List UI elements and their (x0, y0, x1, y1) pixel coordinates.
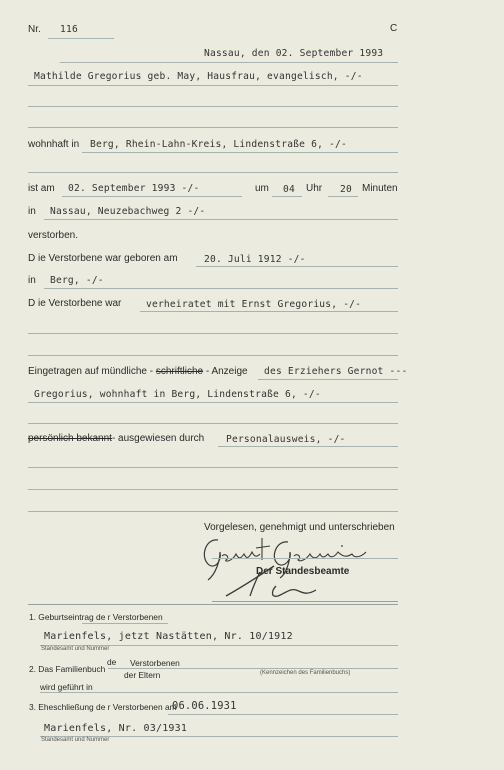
blank-rule-1 (28, 467, 398, 468)
informant-rule-2 (28, 402, 398, 403)
death-place-rule (44, 219, 398, 220)
blank-rule-2 (28, 489, 398, 490)
informant-label-suffix: - Anzeige (205, 366, 248, 377)
birth-place-rule (44, 288, 398, 289)
ist-am-label: ist am (28, 183, 55, 194)
wohnhaft-rule-2 (28, 172, 398, 173)
informant-signature-rule (212, 558, 398, 559)
identification-rule (218, 446, 398, 447)
minute-rule (328, 196, 358, 197)
note-2-split-rule (108, 668, 398, 669)
place-date: Nassau, den 02. September 1993 (204, 48, 384, 59)
registrar-label: Der Standesbeamte (256, 566, 350, 577)
registrar-signature (216, 560, 346, 606)
nr-value: 116 (60, 24, 78, 35)
marital-rule-3 (28, 355, 398, 356)
death-in-label: in (28, 206, 36, 217)
note-1-value: Marienfels, jetzt Nastätten, Nr. 10/1912 (44, 631, 293, 642)
death-date: 02. September 1993 -/- (68, 183, 200, 194)
marital-label: D ie Verstorbene war (28, 298, 122, 309)
note-3-sub: Standesamt und Nummer (41, 737, 110, 743)
informant-rule-1 (258, 379, 398, 380)
note-2-kennzeichen: (Kennzeichen des Familienbuchs) (260, 670, 351, 676)
identification-struck: persönlich bekannt (28, 433, 112, 444)
death-place: Nassau, Neuzebachweg 2 -/- (50, 206, 206, 217)
wohnhaft-value: Berg, Rhein-Lahn-Kreis, Lindenstraße 6, -/- (90, 139, 347, 150)
identification-label (28, 433, 204, 445)
blank-rule-3 (28, 511, 398, 512)
identification-value: Personalausweis, -/- (226, 434, 346, 445)
verstorben-label: verstorben. (28, 230, 79, 241)
birth-date-rule (196, 266, 398, 267)
note-2-verstorbenen: Verstorbenen (130, 658, 180, 668)
identification-text: - ausgewiesen durch (111, 433, 205, 444)
birth-date: 20. Juli 1912 -/- (204, 254, 306, 265)
note-3-value: Marienfels, Nr. 03/1931 (44, 723, 188, 734)
informant-label-prefix: Eingetragen auf mündliche - (28, 366, 154, 377)
marital-rule-2 (28, 333, 398, 334)
registrar-signature-rule (212, 601, 398, 602)
informant-value-line-2: Gregorius, wohnhaft in Berg, Lindenstraße 6, -/- (34, 389, 321, 400)
place-date-rule (60, 62, 398, 63)
nr-label: Nr. (28, 24, 41, 35)
section-divider (28, 604, 398, 605)
note-1-label: 1. Geburtseintrag de r Verstorbenen (29, 612, 163, 622)
informant-label (28, 366, 248, 378)
death-date-rule (62, 196, 242, 197)
um-label: um (255, 183, 269, 194)
marital-value: verheiratet mit Ernst Gregorius, -/- (146, 299, 362, 310)
birth-in-label: in (28, 275, 36, 286)
informant-rule-3 (28, 423, 398, 424)
informant-value-line-1: des Erziehers Gernot --- (264, 366, 408, 377)
informant-label-struck: schriftliche (155, 366, 204, 377)
marital-rule (140, 311, 398, 312)
wohnhaft-rule (82, 152, 398, 153)
death-hour: 04 (283, 184, 295, 195)
minuten-label: Minuten (362, 183, 398, 194)
name-rule-2 (28, 106, 398, 107)
uhr-label: Uhr (306, 183, 323, 194)
death-minute: 20 (340, 184, 352, 195)
note-1-label-rule (82, 623, 168, 624)
name-rule-1 (28, 85, 398, 86)
deceased-name-line: Mathilde Gregorius geb. May, Hausfrau, evangelisch, -/- (34, 71, 363, 82)
note-1-sub: Standesamt und Nummer (41, 646, 110, 652)
note-2-de: de (107, 657, 117, 667)
note-3-label: 3. Eheschließung de r Verstorbenen am (29, 702, 177, 712)
note-3-date: 06.06.1931 (172, 700, 237, 712)
read-approved-signed: Vorgelesen, genehmigt und unterschrieben (204, 522, 395, 533)
hour-rule (272, 196, 302, 197)
note-3-date-rule (168, 714, 398, 715)
name-rule-3 (28, 127, 398, 128)
note-2-wird: wird geführt in (40, 682, 93, 692)
note-2-label: 2. Das Familienbuch (29, 664, 106, 674)
note-2-rule (40, 692, 398, 693)
birth-place: Berg, -/- (50, 275, 104, 286)
note-2-eltern: der Eltern (124, 670, 161, 680)
nr-rule (48, 38, 114, 39)
birth-label: D ie Verstorbene war geboren am (28, 253, 178, 264)
series-letter: C (390, 23, 398, 34)
wohnhaft-label: wohnhaft in (28, 139, 80, 150)
